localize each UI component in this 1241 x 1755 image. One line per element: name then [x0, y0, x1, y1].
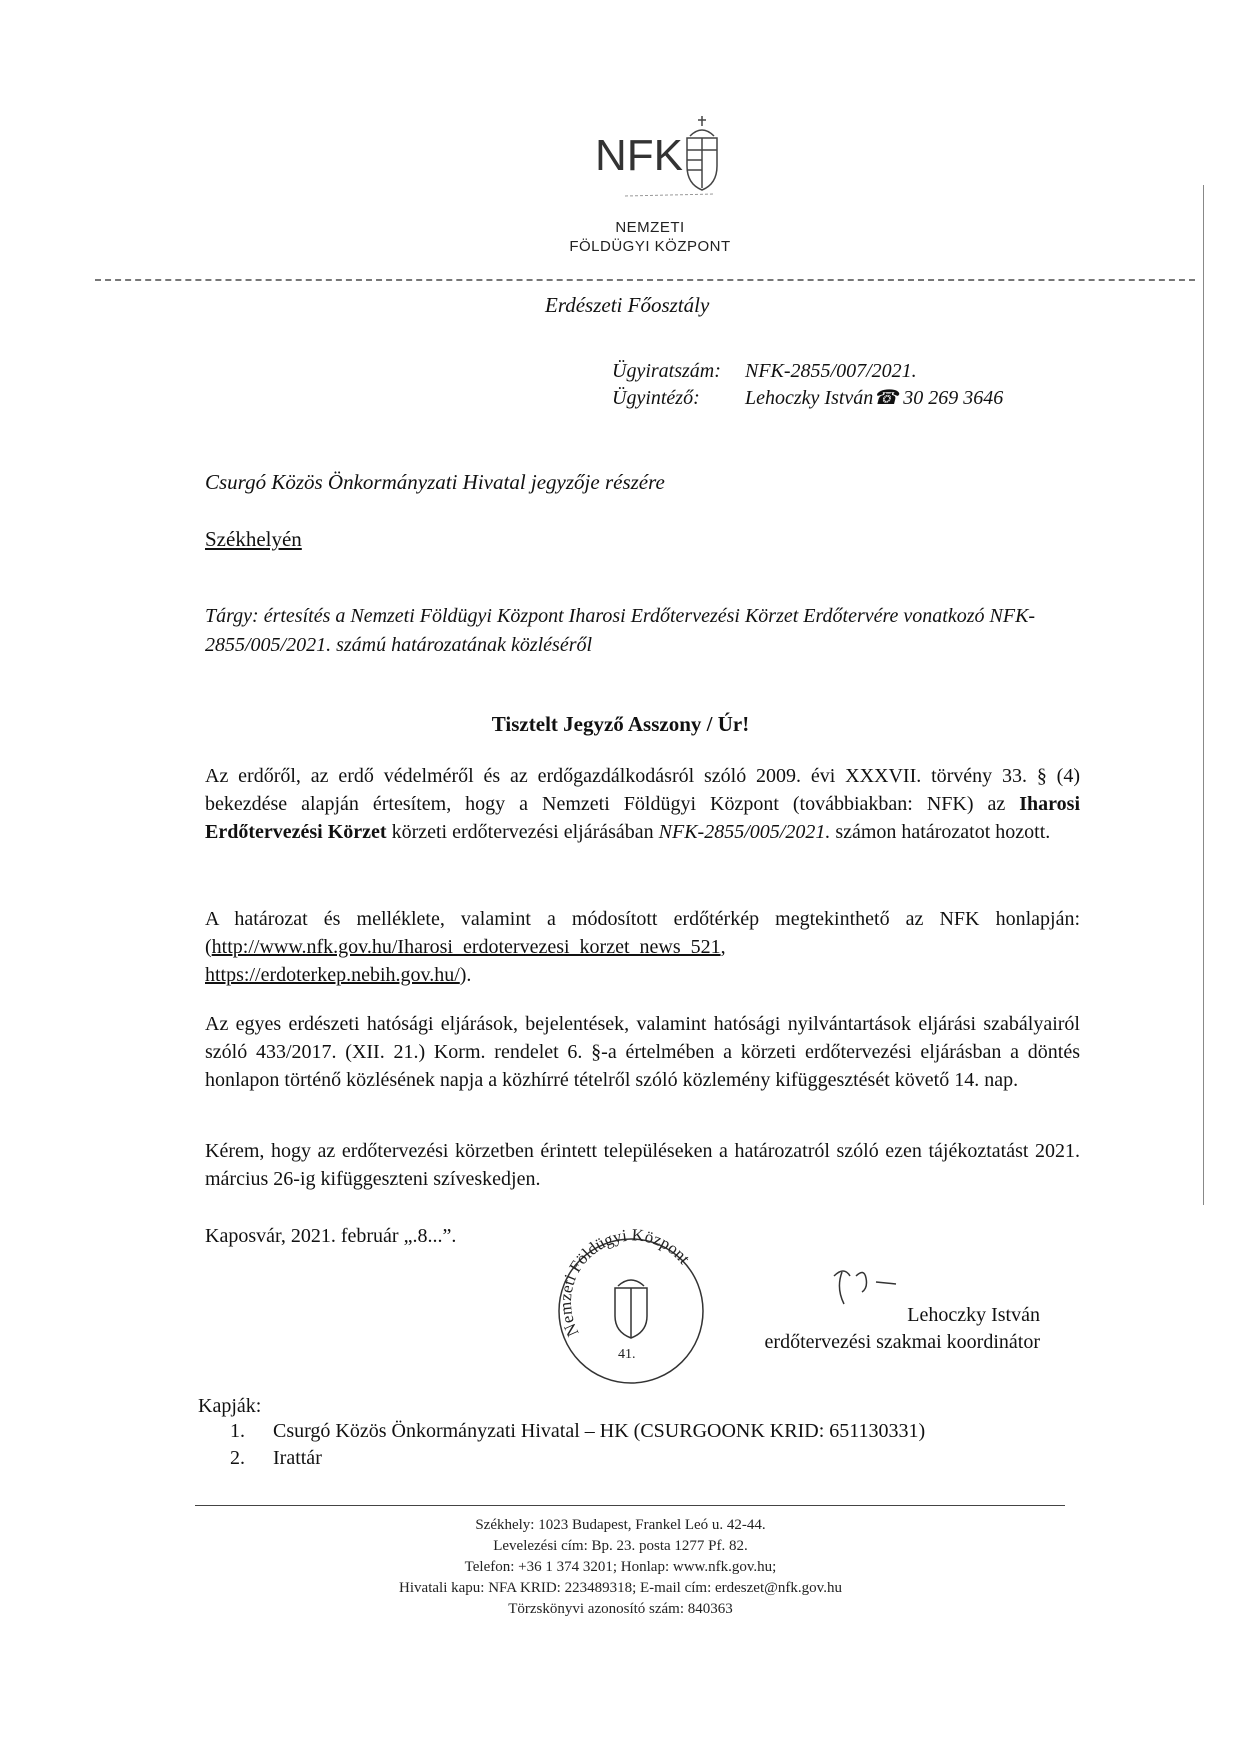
case-number-label: Ügyiratszám: — [612, 360, 721, 382]
case-number: NFK-2855/007/2021. — [745, 360, 917, 382]
p1-decision-number: NFK-2855/005/2021. — [658, 821, 831, 843]
p1-text-c: körzeti erdőtervezési eljárásában — [386, 821, 659, 843]
greeting: Tisztelt Jegyző Asszony / Úr! — [491, 712, 750, 736]
p2-separator: , — [720, 936, 726, 958]
official-stamp — [553, 1223, 709, 1389]
addressee-location: Székhelyén — [205, 527, 302, 551]
footer-krid-email: Hivatali kapu: NFA KRID: 223489318; E-mail cím: erdeszet@nfk.gov.hu — [399, 1580, 842, 1596]
recipient-item — [230, 1445, 925, 1472]
footer-divider — [195, 1505, 1065, 1506]
footer-address: Székhely: 1023 Budapest, Frankel Leó u. 42-44. — [475, 1517, 766, 1533]
footer — [0, 1515, 1241, 1620]
p2-text-a: A határozat és melléklete, valamint a módosított erdőtérkép megtekinthető az NFK honlapján: ( — [205, 908, 1080, 958]
logo-text: NFK — [595, 131, 683, 180]
signer-title: erdőtervezési szakmai koordinátor — [764, 1331, 1040, 1353]
org-name-line2: FÖLDÜGYI KÖZPONT — [569, 238, 731, 255]
nfk-link[interactable]: http://www.nfk.gov.hu/Iharosi_erdotervezesi_korzet_news_521 — [211, 936, 721, 958]
officer-row — [612, 385, 1003, 412]
p1-text-e: számon határozatot hozott. — [830, 821, 1051, 843]
organization-name — [530, 218, 770, 256]
paragraph-4: Kérem, hogy az erdőtervezési körzetben érintett településeken a határozatról szóló ezen tájékoztatást 2021. március 26-ig kifüggeszteni szíveskedjen. — [205, 1140, 1080, 1190]
stamp-number: 41. — [618, 1347, 636, 1362]
recipient-text: Csurgó Közös Önkormányzati Hivatal – HK (CSURGOONK KRID: 651130331) — [273, 1420, 926, 1442]
case-number-row — [612, 358, 1003, 385]
case-meta — [612, 358, 1003, 412]
recipient-number: 2. — [230, 1447, 245, 1469]
paragraph-3: Az egyes erdészeti hatósági eljárások, bejelentések, valamint hatósági nyilvántartások eljárási szabályairól szóló 433/2017. (XII. 21.) Korm. rendelet 6. §-a értelmében a körzeti erdőtervezési eljárásban a döntés honlapon történő közlésének napja a közhírré tételről szóló közlemény kifüggesztését követő 14. nap. — [205, 1013, 1080, 1091]
recipients-title: Kapják: — [198, 1395, 262, 1417]
stamp-ring-text — [556, 1225, 694, 1339]
stamp-coat-of-arms-icon — [615, 1280, 647, 1338]
officer-name: Lehoczky István☎ 30 269 3646 — [745, 387, 1004, 409]
recipients-list — [230, 1418, 925, 1472]
recipient-item — [230, 1418, 925, 1445]
erdoterkep-link[interactable]: https://erdoterkep.nebih.gov.hu/ — [205, 964, 460, 986]
footer-registry-id: Törzskönyvi azonosító szám: 840363 — [508, 1601, 733, 1617]
signer-block — [700, 1302, 1040, 1356]
officer-label: Ügyintéző: — [612, 387, 700, 409]
paragraph-1 — [205, 762, 1080, 846]
nfk-logo — [595, 108, 735, 208]
addressee: Csurgó Közös Önkormányzati Hivatal jegyzője részére — [205, 470, 665, 494]
coat-of-arms-icon — [687, 116, 717, 190]
recipient-text: Irattár — [273, 1447, 322, 1469]
department-name: Erdészeti Főosztály — [545, 293, 710, 317]
margin-line — [1203, 185, 1204, 1205]
recipient-number: 1. — [230, 1420, 245, 1442]
signer-name: Lehoczky István — [907, 1304, 1040, 1326]
stamp-ring-textpath: Nemzeti Földügyi Központ — [555, 1225, 695, 1340]
header-divider — [95, 279, 1195, 281]
p1-district-name: Iharosi Erdőtervezési Körzet — [205, 793, 1080, 843]
paragraph-2 — [205, 905, 1080, 989]
org-name-line1: NEMZETI — [615, 219, 685, 236]
p1-text-a: Az erdőről, az erdő védelméről és az erdőgazdálkodásról szóló 2009. évi XXXVII. törvény 33. § (4) bekezdése alapján értesítem, hogy a Nemzeti Földügyi Központ (továbbiakban: NFK) az — [205, 765, 1080, 815]
footer-postal: Levelezési cím: Bp. 23. posta 1277 Pf. 82. — [493, 1538, 748, 1554]
footer-phone: Telefon: +36 1 374 3201; Honlap: www.nfk.gov.hu; — [464, 1559, 777, 1575]
subject-line: Tárgy: értesítés a Nemzeti Földügyi Központ Iharosi Erdőtervezési Körzet Erdőtervére vonatkozó NFK-2855/005/2021. számú határozatának közléséről — [205, 605, 1036, 656]
date-line: Kaposvár, 2021. február „.8...”. — [205, 1225, 457, 1247]
p2-end: ). — [459, 964, 472, 986]
